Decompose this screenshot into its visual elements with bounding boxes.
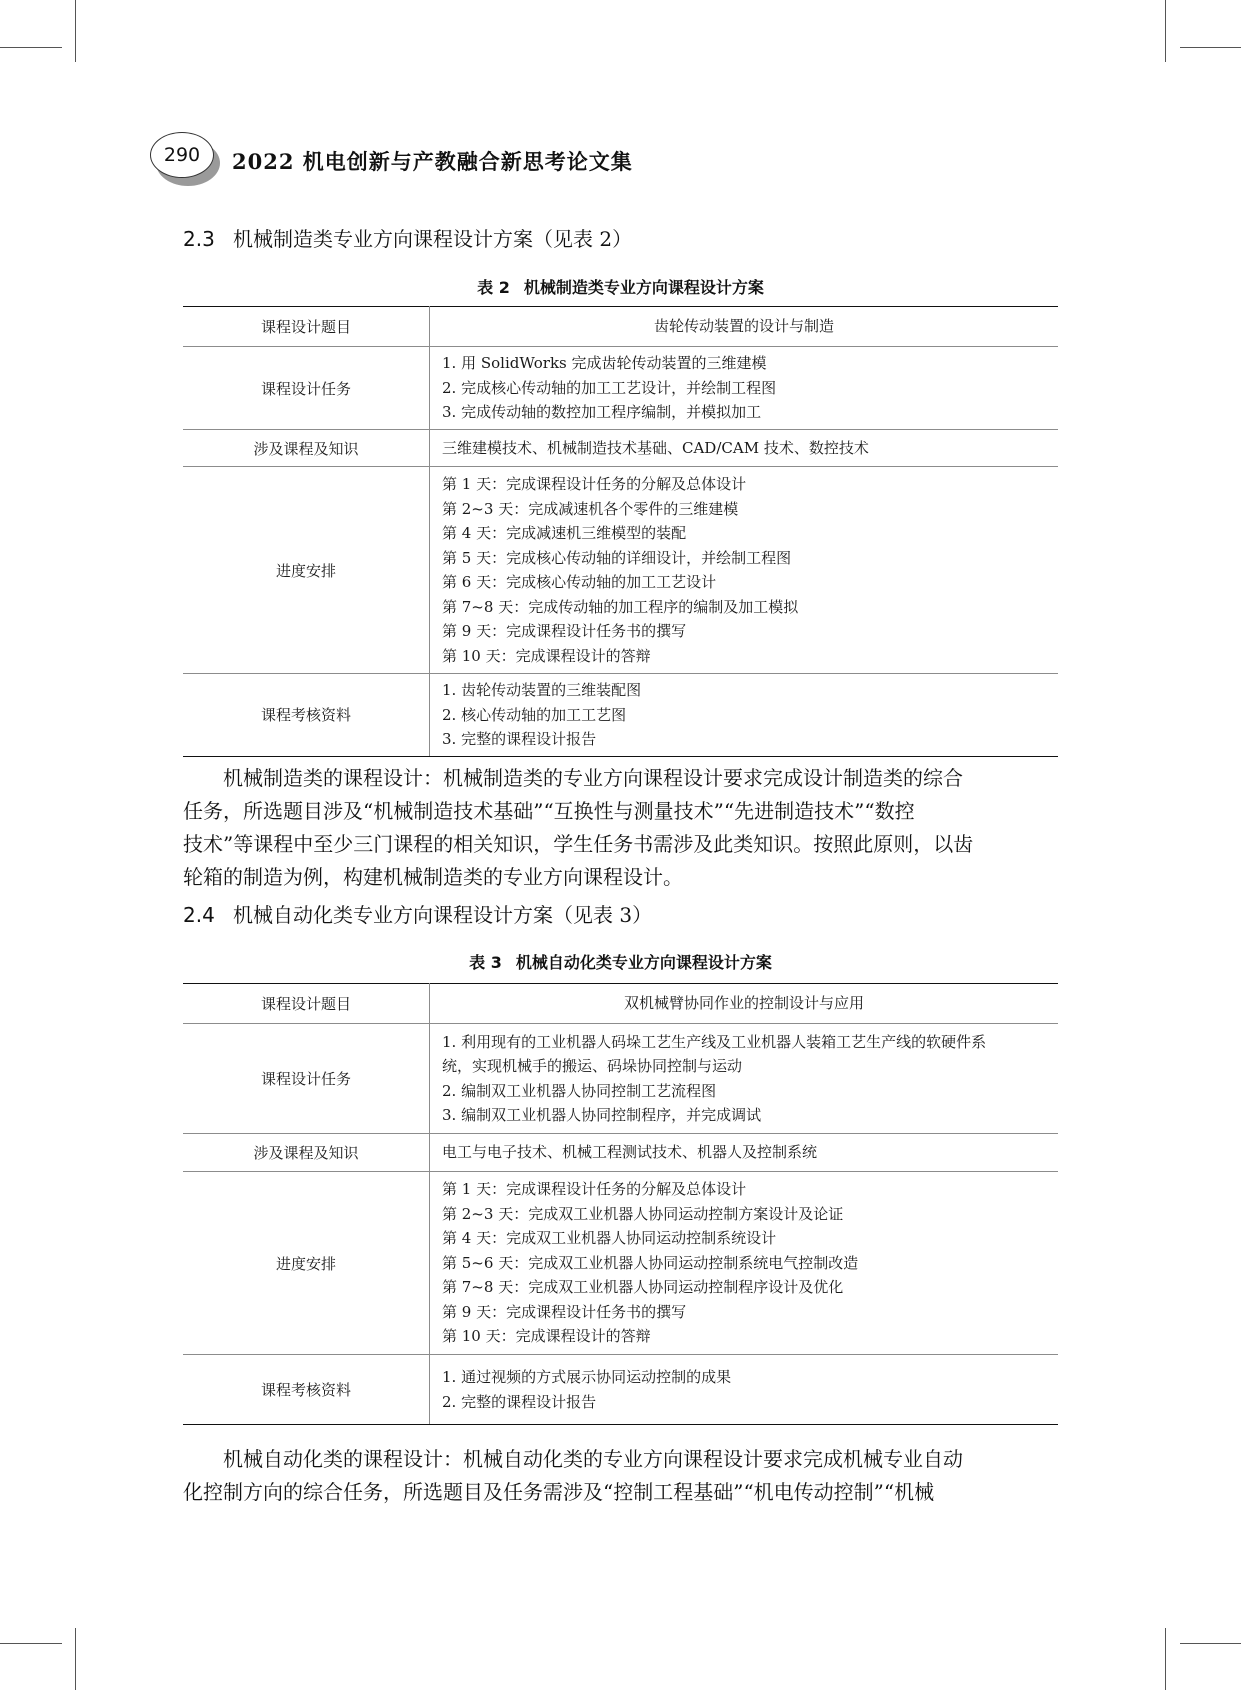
row-content: 第 1 天：完成课程设计任务的分解及总体设计 第 2~3 天：完成减速机各个零件的三维建模 第 4 天：完成减速机三维模型的装配 第 5 天：完成核心传动轴的详细设计，并绘制工程图 第 6 天：完成核心传动轴的加工工艺设计 第 7~8 天：完成传动轴的加工程序的编制及加工模拟 第 9 天：完成课程设计任务书的撰写 第 10 天：完成课程设计的答辩 — [430, 467, 1059, 674]
paragraph-mechanical-manufacturing: 机械制造类的课程设计：机械制造类的专业方向课程设计要求完成设计制造类的综合 任务，所选题目涉及“机械制造技术基础”“互换性与测量技术”“先进制造技术”“数控 技术”等课程中至少三门课程的相关知识，学生任务书需涉及此类知识。按照此原则，以齿 轮箱的制造为例，构建机械制造类的专业方向课程设计。 — [183, 766, 974, 889]
table-title: 机械自动化类专业方向课程设计方案 — [515, 953, 772, 972]
section-heading-2-4 — [183, 899, 652, 928]
table-row — [183, 984, 1058, 1024]
crop-mark — [0, 1643, 62, 1644]
table-2-caption — [183, 275, 1058, 298]
row-content: 1. 齿轮传动装置的三维装配图 2. 核心传动轴的加工工艺图 3. 完整的课程设计报告 — [430, 674, 1059, 757]
crop-mark — [1180, 1643, 1241, 1644]
row-label: 进度安排 — [183, 1172, 430, 1355]
section-ref: （见表 3） — [553, 903, 653, 927]
running-title: 2022 机电创新与产教融合新思考论文集 — [232, 149, 633, 174]
table-title: 机械制造类专业方向课程设计方案 — [523, 278, 764, 297]
table-3 — [183, 983, 1058, 1425]
section-ref: （见表 2） — [533, 227, 633, 251]
section-number: 2.3 — [183, 227, 215, 251]
crop-mark — [75, 0, 76, 62]
page-number-badge — [150, 132, 220, 184]
row-content: 齿轮传动装置的设计与制造 — [430, 307, 1059, 347]
row-content: 1. 利用现有的工业机器人码垛工艺生产线及工业机器人装箱工艺生产线的软硬件系 统，实现机械手的搬运、码垛协同控制与运动 2. 编制双工业机器人协同控制工艺流程图 3. 编制双工业机器人协同控制程序，并完成调试 — [430, 1024, 1059, 1134]
crop-mark — [1180, 47, 1241, 48]
row-content: 第 1 天：完成课程设计任务的分解及总体设计 第 2~3 天：完成双工业机器人协同运动控制方案设计及论证 第 4 天：完成双工业机器人协同运动控制系统设计 第 5~6 天：完成双工业机器人协同运动控制系统电气控制改造 第 7~8 天：完成双工业机器人协同运动控制程序设计及优化 第 9 天：完成课程设计任务书的撰写 第 10 天：完成课程设计的答辩 — [430, 1172, 1059, 1355]
table-number: 表 3 — [469, 953, 502, 972]
table-row — [183, 430, 1058, 467]
row-label: 涉及课程及知识 — [183, 1134, 430, 1172]
crop-mark — [1165, 1628, 1166, 1690]
crop-mark — [1165, 0, 1166, 62]
row-label: 课程设计题目 — [183, 307, 430, 347]
crop-mark — [0, 47, 62, 48]
crop-mark — [75, 1628, 76, 1690]
row-label: 课程考核资料 — [183, 1355, 430, 1425]
row-label: 课程设计任务 — [183, 1024, 430, 1134]
section-heading-2-3 — [183, 223, 632, 252]
table-3-caption — [183, 950, 1058, 973]
table-row — [183, 467, 1058, 674]
row-content: 电工与电子技术、机械工程测试技术、机器人及控制系统 — [430, 1134, 1059, 1172]
table-row — [183, 674, 1058, 757]
table-2 — [183, 306, 1058, 757]
row-content: 双机械臂协同作业的控制设计与应用 — [430, 984, 1059, 1024]
row-label: 进度安排 — [183, 467, 430, 674]
paragraph-mechanical-automation: 机械自动化类的课程设计：机械自动化类的专业方向课程设计要求完成机械专业自动 化控制方向的综合任务，所选题目及任务需涉及“控制工程基础”“机电传动控制”“机械 — [183, 1447, 963, 1504]
table-row — [183, 1024, 1058, 1134]
table-number: 表 2 — [477, 278, 510, 297]
table-row — [183, 1134, 1058, 1172]
page-number: 290 — [150, 132, 214, 178]
table-row — [183, 307, 1058, 347]
section-title: 机械自动化类专业方向课程设计方案 — [233, 903, 553, 927]
row-content: 1. 通过视频的方式展示协同运动控制的成果 2. 完整的课程设计报告 — [430, 1355, 1059, 1425]
row-label: 课程设计任务 — [183, 347, 430, 430]
row-content: 三维建模技术、机械制造技术基础、CAD/CAM 技术、数控技术 — [430, 430, 1059, 467]
row-content: 1. 用 SolidWorks 完成齿轮传动装置的三维建模 2. 完成核心传动轴的加工工艺设计，并绘制工程图 3. 完成传动轴的数控加工程序编制，并模拟加工 — [430, 347, 1059, 430]
table-row — [183, 347, 1058, 430]
row-label: 课程考核资料 — [183, 674, 430, 757]
table-row — [183, 1172, 1058, 1355]
section-number: 2.4 — [183, 903, 215, 927]
table-row — [183, 1355, 1058, 1425]
section-title: 机械制造类专业方向课程设计方案 — [233, 227, 533, 251]
row-label: 涉及课程及知识 — [183, 430, 430, 467]
row-label: 课程设计题目 — [183, 984, 430, 1024]
